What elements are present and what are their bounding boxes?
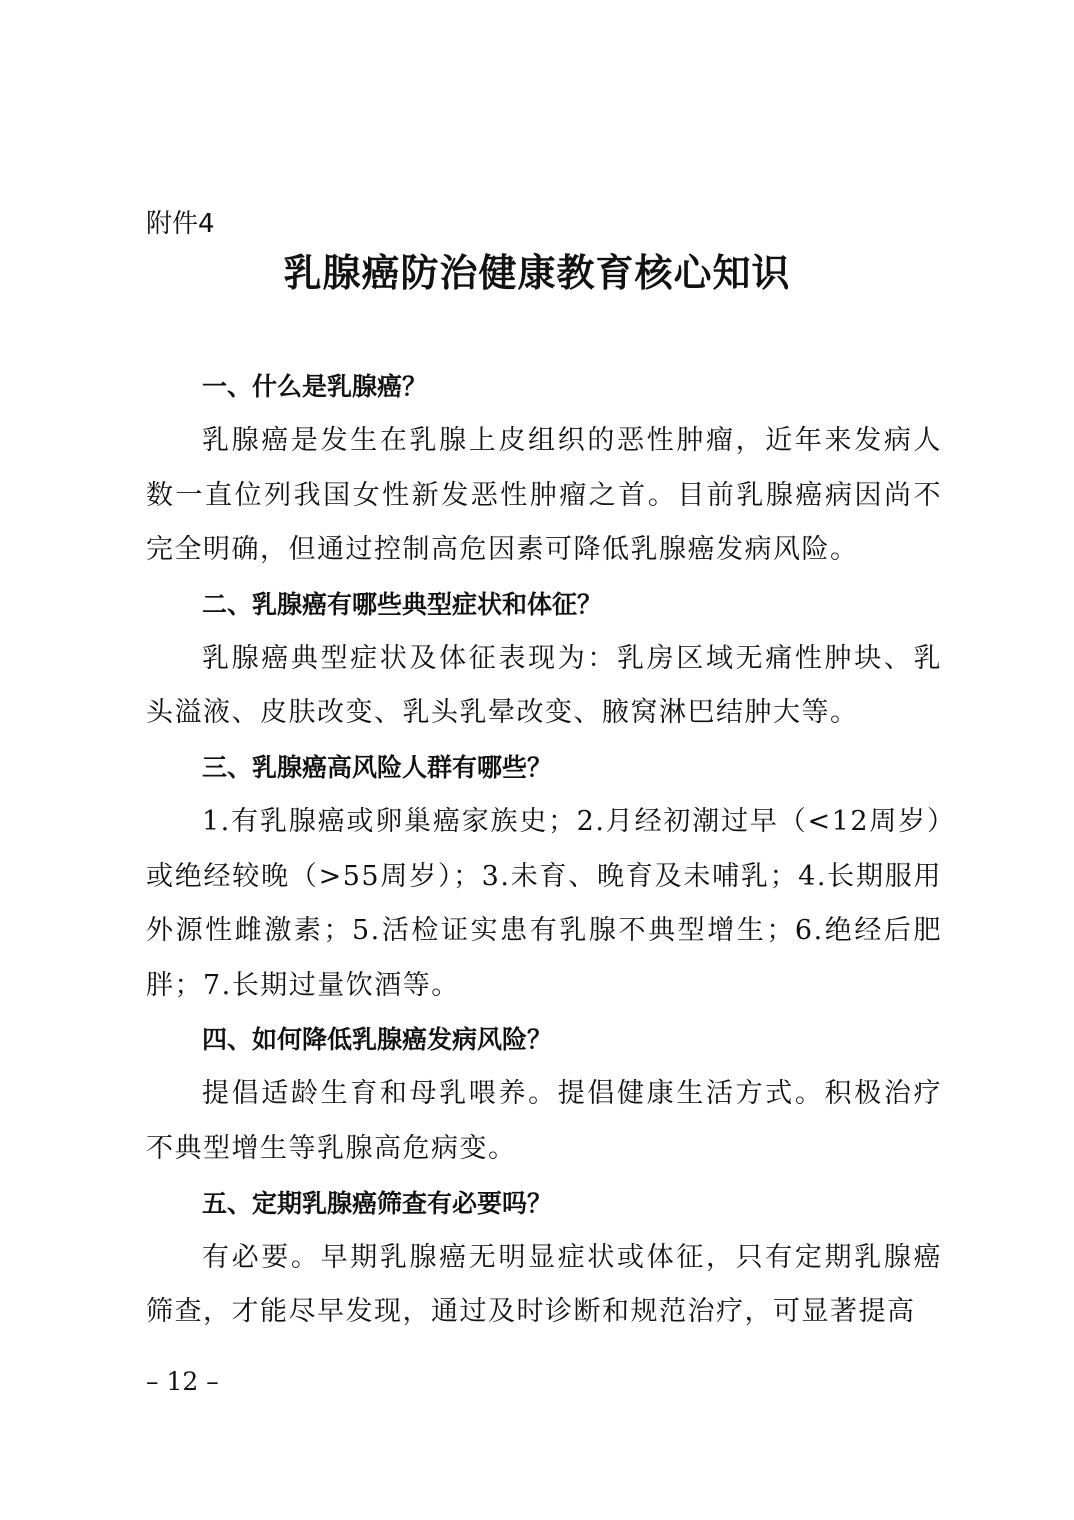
section-body-1: 乳腺癌是发生在乳腺上皮组织的恶性肿瘤，近年来发病人数一直位列我国女性新发恶性肿瘤之首。目前乳腺癌病因尚不完全明确，但通过控制高危因素可降低乳腺癌发病风险。 [146, 425, 942, 566]
document-body [146, 360, 942, 1340]
section-heading-2: 二、乳腺癌有哪些典型症状和体征？ [202, 589, 603, 619]
section-body-2: 乳腺癌典型症状及体征表现为：乳房区域无痛性肿块、乳头溢液、皮肤改变、乳头乳晕改变、腋窝淋巴结肿大等。 [146, 642, 942, 729]
section-heading-4: 四、如何降低乳腺癌发病风险？ [202, 1025, 553, 1055]
section-heading-1: 一、什么是乳腺癌？ [202, 372, 428, 401]
section-heading-3: 三、乳腺癌高风险人群有哪些？ [202, 752, 553, 782]
section-heading-5: 五、定期乳腺癌筛查有必要吗？ [202, 1188, 553, 1218]
section-body-4: 提倡适龄生育和母乳喂养。提倡健康生活方式。积极治疗不典型增生等乳腺高危病变。 [146, 1078, 942, 1164]
attachment-label: 附件4 [146, 209, 215, 239]
section-body-5: 有必要。早期乳腺癌无明显症状或体征，只有定期乳腺癌筛查，才能尽早发现，通过及时诊断和规范治疗，可显著提高 [146, 1241, 942, 1328]
document-title: 乳腺癌防治健康教育核心知识 [283, 251, 791, 295]
section-body-3: 1.有乳腺癌或卵巢癌家族史；2.月经初潮过早（<12周岁）或绝经较晚（>55周岁）；3.未育、晚育及未哺乳；4.长期服用外源性雌激素；5.活检证实患有乳腺不典型增生；6.绝经后肥胖；7.长期过量饮酒等。 [146, 805, 942, 1001]
page-number: – 12 – [146, 1367, 219, 1396]
